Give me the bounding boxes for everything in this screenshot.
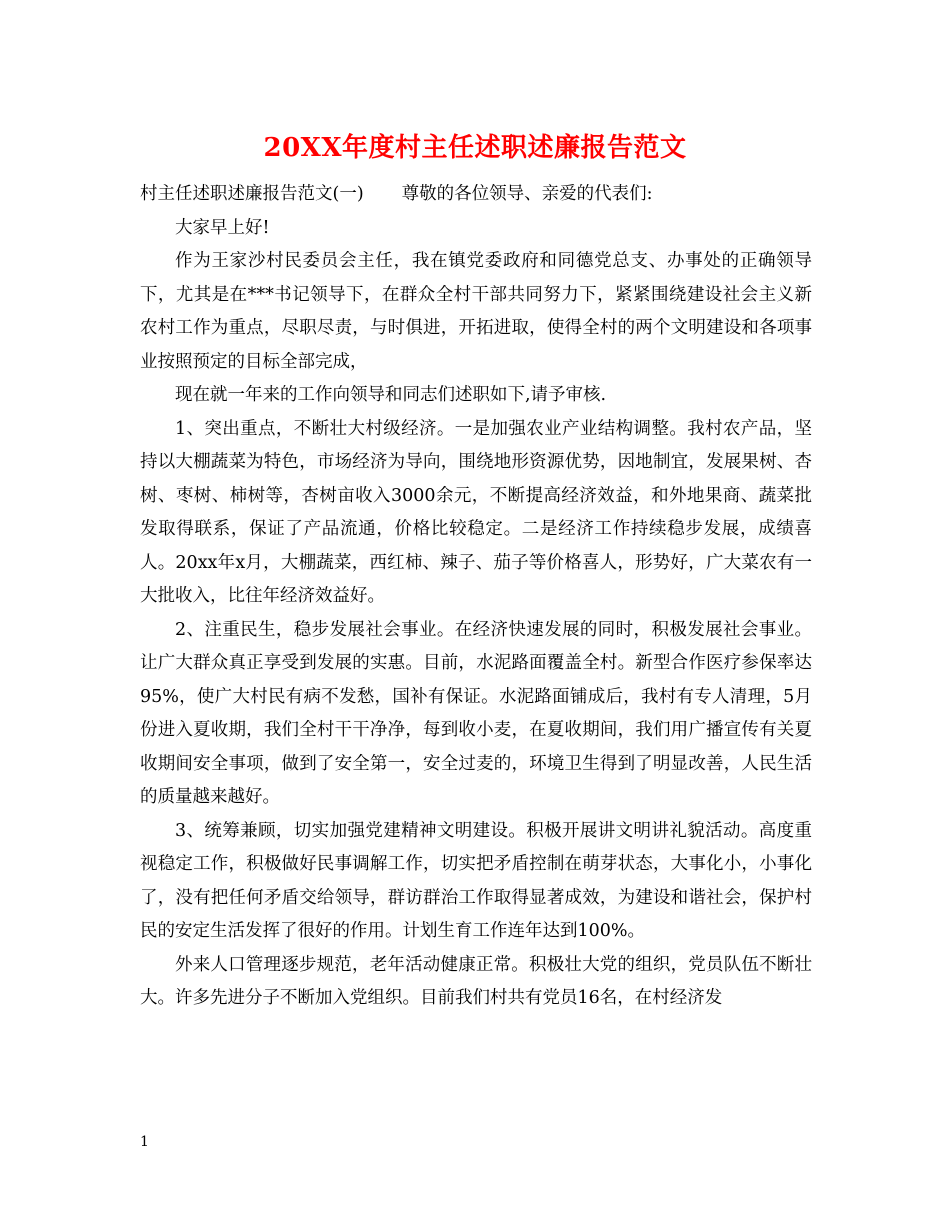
paragraph-party-building: 3、统筹兼顾，切实加强党建精神文明建设。积极开展讲文明讲礼貌活动。高度重视稳定工作，积极做好民事调解工作，切实把矛盾控制在萌芽状态，大事化小，小事化了，没有把任何矛盾交给领导，群访群治工作取得显著成效，为建设和谐社会，保护村民的安定生活发挥了很好的作用。计划生育工作连年达到100%。: [140, 820, 812, 941]
paragraph-report-statement: 现在就一年来的工作向领导和同志们述职如下,请予审核.: [175, 385, 607, 405]
intro-left: 村主任述职述廉报告范文(一): [140, 184, 364, 204]
page-number: 1: [140, 1134, 149, 1150]
paragraph-economy: 1、突出重点，不断壮大村级经济。一是加强农业产业结构调整。我村农产品，坚持以大棚蔬菜为特色，市场经济为导向，围绕地形资源优势，因地制宜，发展果树、杏树、枣树、柿树等，杏树亩收入3000余元，不断提高经济效益，和外地果商、蔬菜批发取得联系，保证了产品流通，价格比较稳定。二是经济工作持续稳步发展，成绩喜人。20xx年x月，大棚蔬菜，西红柿、辣子、茄子等价格喜人，形势好，广大菜农有一大批收入，比往年经济效益好。: [140, 418, 812, 606]
intro-right: 尊敬的各位领导、亲爱的代表们:: [401, 184, 653, 204]
paragraph-social-affairs: 2、注重民生，稳步发展社会事业。在经济快速发展的同时，积极发展社会事业。让广大群众真正享受到发展的实惠。目前，水泥路面覆盖全村。新型合作医疗参保率达95%，使广大村民有病不发愁，国补有保证。水泥路面铺成后，我村有专人清理，5月份进入夏收期，我们全村干干净净，每到收小麦，在夏收期间，我们用广播宣传有关夏收期间安全事项，做到了安全第一，安全过麦的，环境卫生得到了明显改善，人民生活的质量越来越好。: [140, 619, 812, 807]
intro-line: [140, 178, 812, 212]
paragraph-introduction: 作为王家沙村民委员会主任，我在镇党委政府和同德党总支、办事处的正确领导下，尤其是在***书记领导下，在群众全村干部共同努力下，紧紧围绕建设社会主义新农村工作为重点，尽职尽责，与时俱进，开拓进取，使得全村的两个文明建设和各项事业按照预定的目标全部完成，: [140, 251, 812, 372]
paragraph-greeting: 大家早上好!: [175, 217, 270, 238]
paragraph-population-management: 外来人口管理逐步规范，老年活动健康正常。积极壮大党的组织，党员队伍不断壮大。许多先进分子不断加入党组织。目前我们村共有党员16名，在村经济发: [140, 954, 812, 1008]
document-title: 20XX年度村主任述职述廉报告范文: [263, 133, 687, 163]
document-body: [140, 178, 812, 1016]
